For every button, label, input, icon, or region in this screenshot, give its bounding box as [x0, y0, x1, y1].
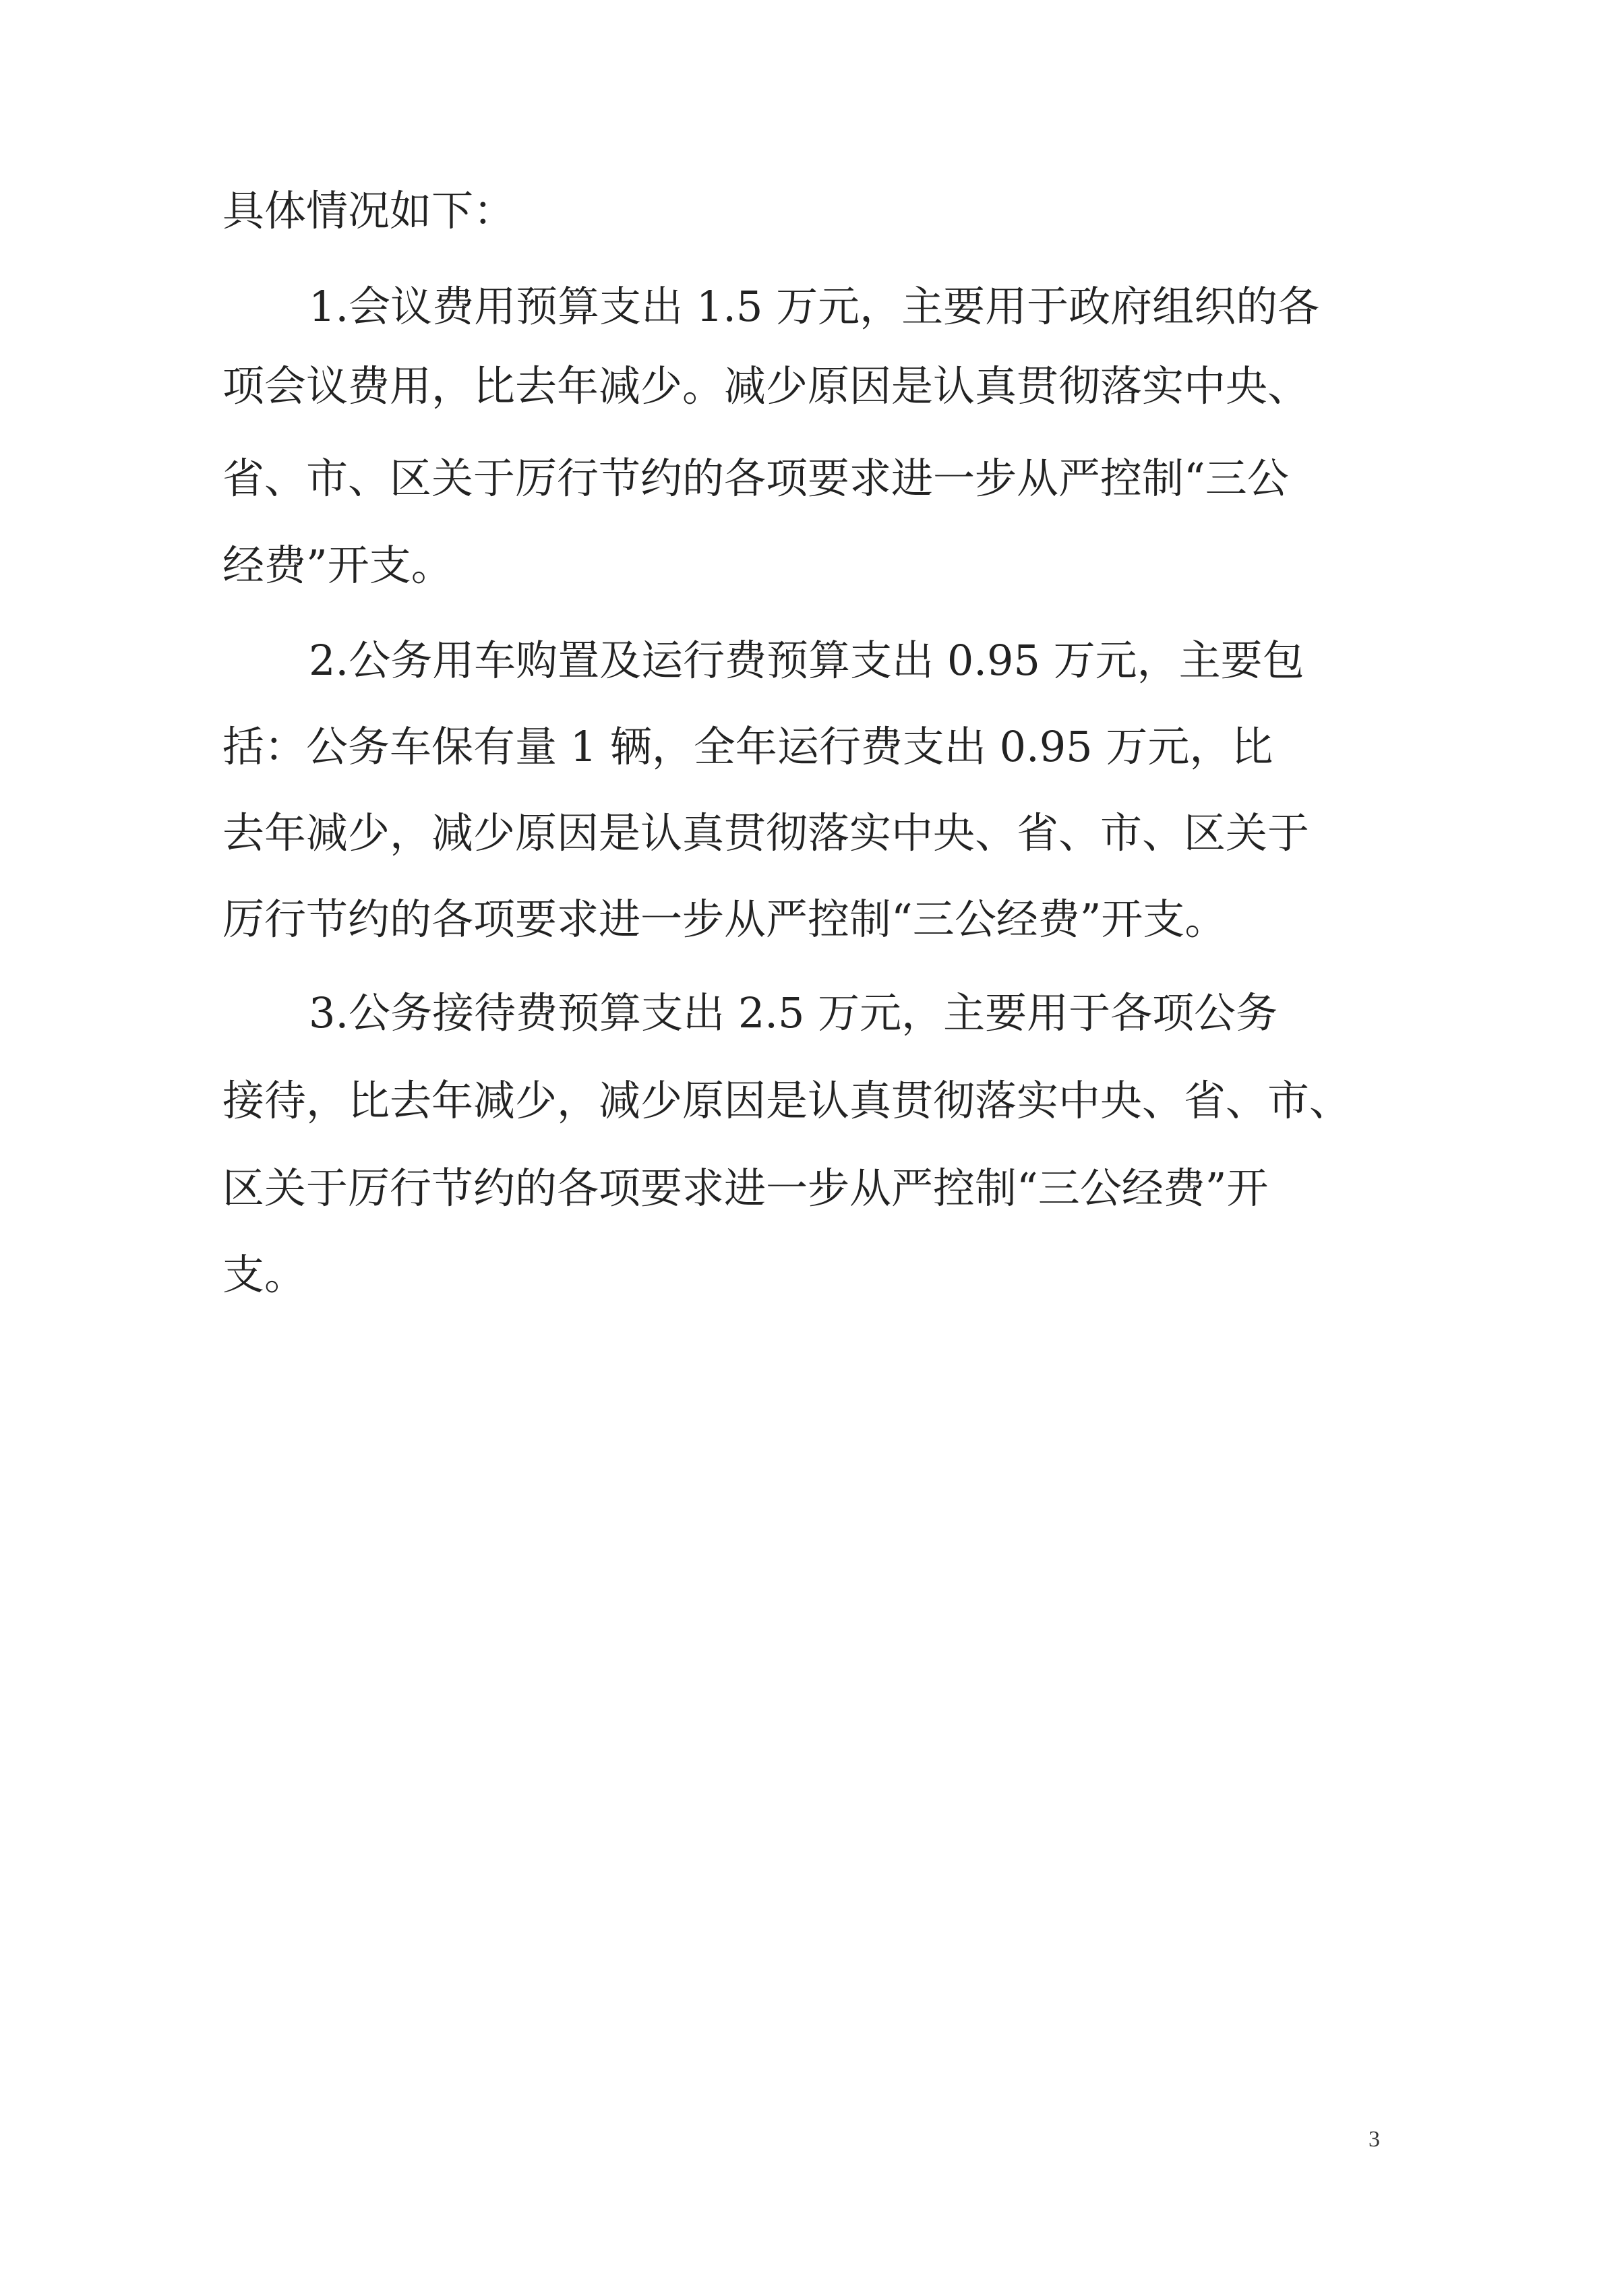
text-line-item1-c: 省、市、区关于厉行节约的各项要求进一步从严控制“三公 — [222, 454, 1289, 503]
text-line-intro: 具体情况如下： — [222, 186, 516, 235]
text-line-item1-d: 经费”开支。 — [222, 541, 453, 590]
text-line-item3-a: 3.公务接待费预算支出 2.5 万元，主要用于各项公务 — [309, 988, 1278, 1037]
text-line-item1-a: 1.会议费用预算支出 1.5 万元，主要用于政府组织的各 — [309, 282, 1320, 331]
text-line-item3-d: 支。 — [222, 1250, 307, 1299]
text-line-item2-b: 括：公务车保有量 1 辆，全年运行费支出 0.95 万元，比 — [222, 722, 1273, 771]
text-line-item3-c: 区关于厉行节约的各项要求进一步从严控制“三公经费”开 — [222, 1164, 1269, 1213]
text-line-item1-b: 项会议费用，比去年减少。减少原因是认真贯彻落实中央、 — [222, 361, 1310, 411]
text-line-item2-c: 去年减少，减少原因是认真贯彻落实中央、省、市、区关于 — [222, 808, 1310, 857]
text-line-item2-a: 2.公务用车购置及运行费预算支出 0.95 万元，主要包 — [309, 636, 1304, 685]
text-line-item2-d: 厉行节约的各项要求进一步从严控制“三公经费”开支。 — [222, 895, 1227, 944]
text-line-item3-b: 接待，比去年减少，减少原因是认真贯彻落实中央、省、市、 — [222, 1076, 1352, 1125]
page-number: 3 — [1369, 2127, 1380, 2152]
